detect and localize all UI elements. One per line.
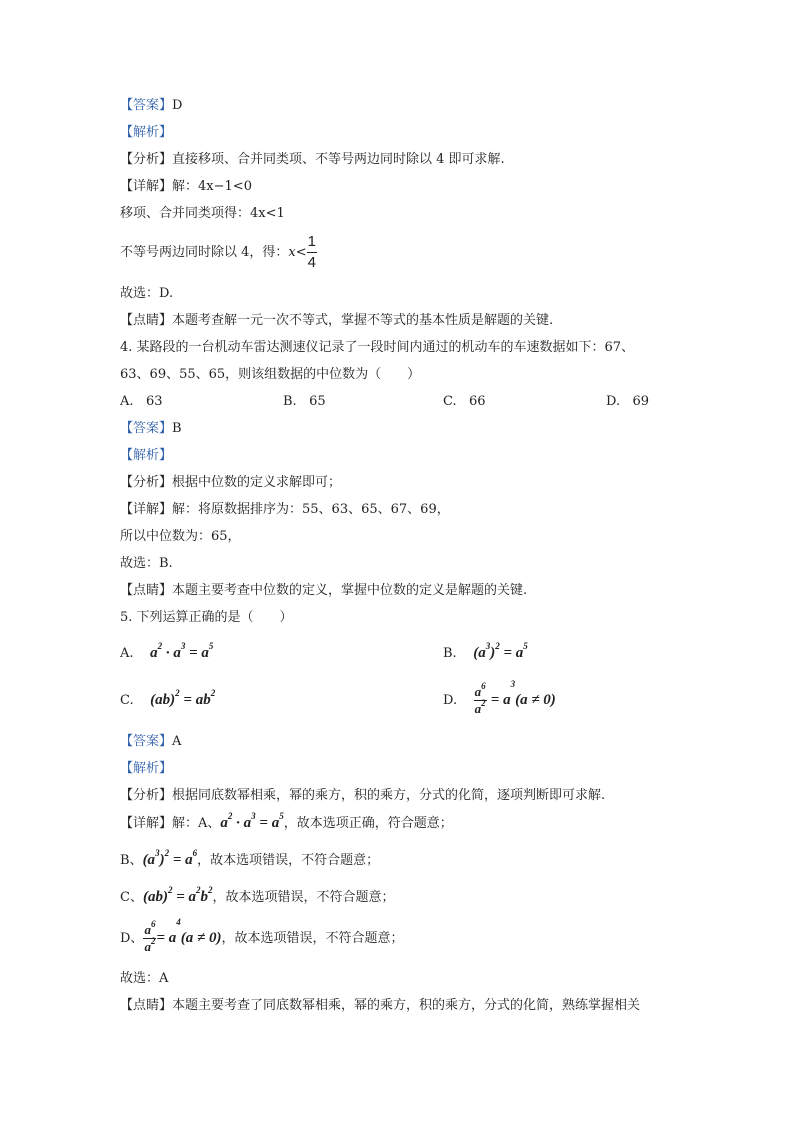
q5-option-c: C. $(ab)^2 = ab^2$ (120, 688, 216, 708)
detail-tag: 【详解】 (120, 816, 173, 831)
q4-step1: 所以中位数为：65， (120, 529, 241, 544)
answer-value: D (172, 98, 183, 113)
analysis-tag: 【解析】 (120, 761, 173, 776)
answer-value: B (172, 421, 182, 436)
q5-detail-c: C、$(ab)^2 = a^2b^2$，故本选项错误，不符合题意； (120, 885, 395, 905)
formula-detail-d-rhs: = $a^4(a \ne 0)$ (156, 917, 222, 946)
q3-answer-line (120, 97, 182, 115)
formula-detail-d-fraction: $\frac{a^6}{a^2}$ (144, 919, 156, 954)
q5-option-a: A. $a^2 \cdot a^3 = a^5$ (120, 641, 214, 661)
fenxi-text: 直接移项、合并同类项、不等号两边同时除以 4 即可求解. (172, 152, 505, 167)
formula-detail-b: $(a^3)^2 = a^6$ (142, 848, 198, 868)
formula-c: $(ab)^2 = ab^2$ (150, 688, 216, 708)
comment-text: 本题主要考查了同底数幂相乘，幂的乘方，积的乘方，分式的化简，熟练掌握相关 (172, 998, 641, 1013)
q5-comment-line (120, 997, 640, 1015)
fraction-numerator: 1 (307, 232, 317, 253)
formula-d-rhs: = $a^3(a \ne 0)$ (490, 679, 556, 708)
comment-text: 本题主要考查中位数的定义，掌握中位数的定义是解题的关键. (172, 583, 528, 598)
q5-detail-d: D、 $\frac{a^6}{a^2}$ = $a^4(a \ne 0)$，故本选项错误，不符合题意； (120, 917, 404, 954)
detail-text: 解：将原数据排序为：55、63、65、67、69， (172, 502, 450, 517)
fenxi-tag: 【分析】 (120, 152, 173, 167)
fraction-one-quarter (307, 232, 317, 273)
q5-option-d: D. $\frac{a^6}{a^2}$ = $a^3(a \ne 0)$ (443, 679, 556, 716)
q3-step2 (120, 232, 317, 273)
fenxi-tag: 【分析】 (120, 788, 173, 803)
comment-tag: 【点睛】 (120, 583, 173, 598)
q4-stem-line2: 63、69、55、65，则该组数据的中位数为（ ） (120, 367, 421, 382)
q3-step1: 移项、合并同类项得：4x<1 (120, 206, 285, 221)
q5-answer-line (120, 733, 181, 751)
q4-comment-line (120, 582, 527, 600)
formula-detail-c: $(ab)^2 = a^2b^2$ (142, 885, 213, 905)
detail-tag: 【详解】 (120, 502, 173, 517)
comment-tag: 【点睛】 (120, 313, 173, 328)
comment-tag: 【点睛】 (120, 998, 173, 1013)
fenxi-text: 根据同底数幂相乘，幂的乘方，积的乘方，分式的化简，逐项判断即可求解. (172, 788, 606, 803)
formula-d-fraction: $\frac{a^6}{a^2}$ (474, 681, 486, 716)
q4-analysis-line (120, 447, 172, 465)
q3-fenxi-line (120, 151, 505, 169)
q5-fenxi-line (120, 787, 605, 805)
answer-tag: 【答案】 (120, 98, 173, 113)
q4-option-a: A. 63 (120, 394, 163, 409)
q3-detail-line (120, 178, 252, 196)
q4-fenxi-line (120, 474, 341, 492)
q4-choose: 故选：B. (120, 556, 173, 571)
analysis-tag: 【解析】 (120, 448, 173, 463)
fraction-denominator: 4 (307, 254, 316, 271)
fenxi-tag: 【分析】 (120, 475, 173, 490)
q4-detail-line (120, 501, 450, 519)
analysis-tag: 【解析】 (120, 125, 173, 140)
comment-text: 本题考查解一元一次不等式，掌握不等式的基本性质是解题的关键. (172, 313, 554, 328)
q5-detail-b: B、$(a^3)^2 = a^6$，故本选项错误，不符合题意； (120, 848, 380, 868)
formula-b: $(a^3)^2 = a^5$ (473, 641, 528, 661)
fenxi-text: 根据中位数的定义求解即可； (172, 475, 342, 490)
q5-stem: 5. 下列运算正确的是（ ） (120, 610, 293, 625)
answer-tag: 【答案】 (120, 734, 173, 749)
q5-option-b: B. $(a^3)^2 = a^5$ (443, 641, 528, 661)
q5-detail-a: 【详解】解：A、$a^2 \cdot a^3 = a^5$，故本选项正确，符合题意； (120, 811, 453, 831)
q4-option-c: C. 66 (443, 394, 486, 409)
q4-answer-line (120, 420, 182, 438)
q3-choose: 故选：D. (120, 286, 174, 301)
formula-detail-a: $a^2 \cdot a^3 = a^5$ (220, 811, 284, 831)
formula-a: $a^2 \cdot a^3 = a^5$ (150, 641, 214, 661)
detail-tag: 【详解】 (120, 179, 173, 194)
q4-option-b: B. 65 (283, 394, 326, 409)
step2-lhs: x< (288, 245, 307, 260)
detail-lead: 解： (172, 179, 199, 194)
detail-expr: 4x−1<0 (198, 179, 252, 194)
q5-choose: 故选：A (120, 971, 169, 986)
step2-lead: 不等号两边同时除以 4，得： (120, 245, 289, 260)
q3-comment-line (120, 312, 553, 330)
answer-tag: 【答案】 (120, 421, 173, 436)
q4-option-d: D. 69 (606, 394, 650, 409)
answer-value: A (172, 734, 182, 749)
q3-analysis-line (120, 124, 172, 142)
q4-stem-line1: 4. 某路段的一台机动车雷达测速仪记录了一段时间内通过的机动车的车速数据如下：67、 (120, 340, 635, 355)
q5-analysis-line (120, 760, 172, 778)
